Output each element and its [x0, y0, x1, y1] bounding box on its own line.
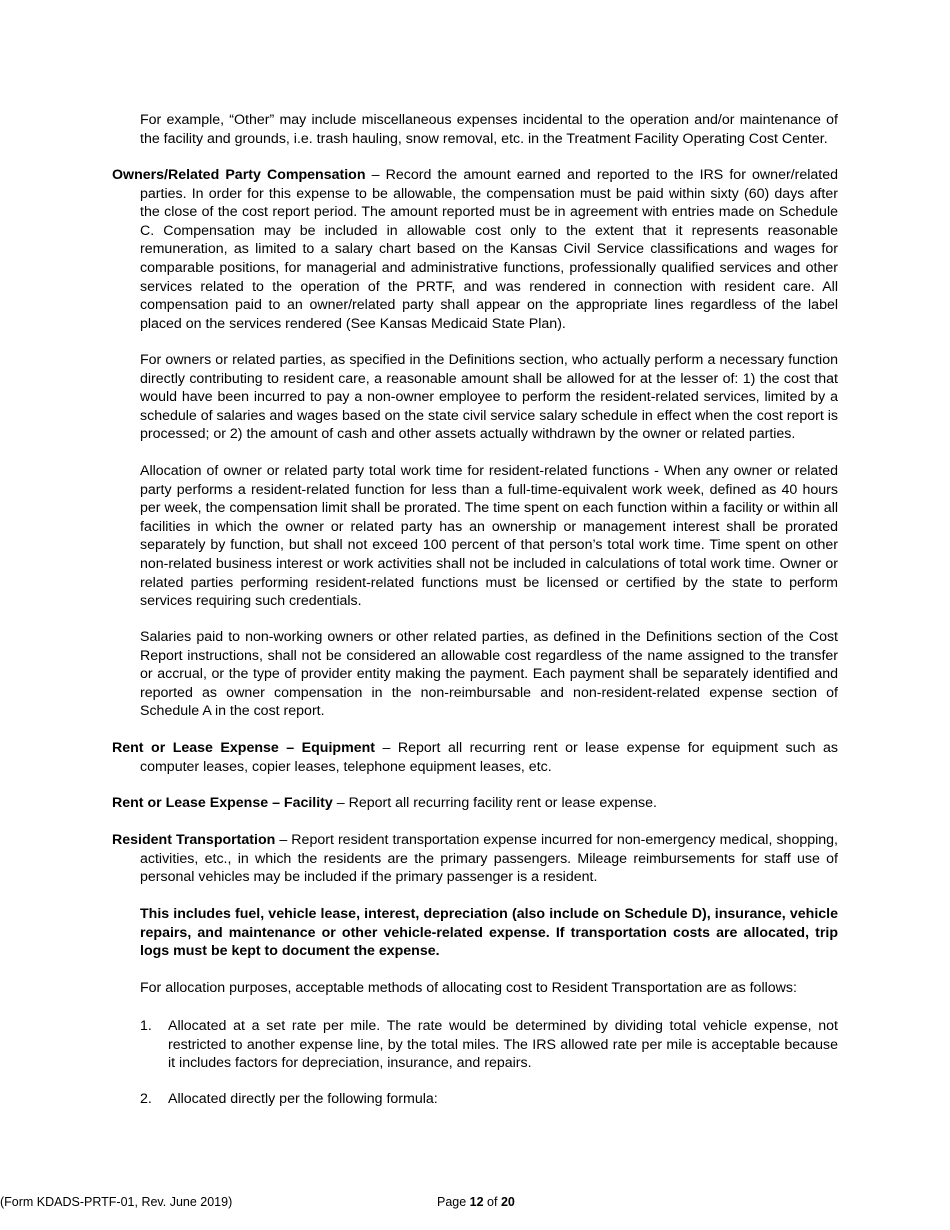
list-item-text: Allocated at a set rate per mile. The rate would be determined by dividing total vehicle expense, not restricted to another expense line, by the total miles. The IRS allowed rate per mile is acceptable because it includes factors for depreciation, insurance, and repairs. [168, 1018, 838, 1072]
equipment-lease-heading: Rent or Lease Expense – Equipment [112, 740, 375, 756]
owners-compensation-paragraph [112, 166, 838, 333]
facility-lease-text: – Report all recurring facility rent or lease expense. [332, 795, 657, 811]
total-pages: 20 [500, 1195, 515, 1209]
list-item-number: 2. [140, 1091, 152, 1107]
footer-page-number [437, 1195, 515, 1209]
facility-lease-paragraph [112, 794, 838, 813]
resident-transportation-text: – Report resident transportation expense incurred for non-emergency medical, shopping, activities, etc., in which the residents are the primary passengers. Mileage reimbursements for staff use of personal vehicles may be included if the primary passenger is a resident. [140, 832, 838, 886]
non-working-owners-paragraph: Salaries paid to non-working owners or other related parties, as defined in the Definitions section of the Cost Report instructions, shall not be considered an allowable cost regardless of the name assigned to the transfer or accrual, or the type of provider entity making the payment. Each payment shall be separately identified and reported as owner compensation in the non-reimbursable and non-resident-related expense section of Schedule A in the cost report. [140, 629, 838, 720]
list-item-text: Allocated directly per the following formula: [168, 1091, 438, 1107]
allocation-methods-intro: For allocation purposes, acceptable methods of allocating cost to Resident Transportation are as follows: [140, 980, 797, 996]
footer-form-id: (Form KDADS-PRTF-01, Rev. June 2019) [0, 1195, 233, 1209]
facility-lease-heading: Rent or Lease Expense – Facility [112, 795, 333, 811]
current-page: 12 [469, 1195, 484, 1209]
owners-resident-care-paragraph: For owners or related parties, as specified in the Definitions section, who actually perform a necessary function directly contributing to resident care, a reasonable amount shall be allowed for at the lesser of: 1) the cost that would have been incurred to pay a non-owner employee to perform the resident-related services, limited by a schedule of salaries and wages based on the state civil service salary schedule in effect when the cost report is processed; or 2) the amount of cash and other assets actually withdrawn by the owner or related parties. [140, 352, 838, 443]
owners-compensation-text: – Record the amount earned and reported to the IRS for owner/related parties. In order for this expense to be allowable, the compensation must be paid within sixty (60) days after the close of the cost report period. The amount reported must be in agreement with entries made on Schedule C. Compensation may be included in allowable cost only to the extent that it represents reasonable remuneration, as limited to a salary chart based on the Kansas Civil Service classifications and wages for comparable positions, for managerial and administrative functions, professionally qualified services and other services related to the operation of the PRTF, and was rendered in connection with resident care. All compensation paid to an owner/related party shall appear on the appropriate lines regardless of the label placed on the services rendered (See Kansas Medicaid State Plan). [140, 167, 839, 332]
owners-work-time-paragraph: Allocation of owner or related party total work time for resident-related functions - When any owner or related party performs a resident-related function for less than a full-time-equivalent work week, defined as 40 hours per week, the compensation limit shall be prorated. The time spent on each function within a facility or within all facilities in which the owner or related party has an ownership or management interest shall be prorated separately by function, but shall not exceed 100 percent of that person’s total work time. Time spent on other non-related business interest or work activities shall not be included in calculations of total work time. Owner or related parties performing resident-related functions must be licensed or certified by the state to perform services requiring such credentials. [140, 463, 838, 610]
of-label: of [483, 1195, 501, 1209]
resident-transportation-paragraph [112, 831, 838, 887]
other-example-paragraph: For example, “Other” may include miscellaneous expenses incidental to the operation and/or maintenance of the facility and grounds, i.e. trash hauling, snow removal, etc. in the Treatment Facility Operating Cost Center. [140, 112, 838, 147]
equipment-lease-paragraph [112, 739, 838, 776]
equipment-lease-text: – Report all recurring rent or lease expense for equipment such as computer leases, copier leases, telephone equipment leases, etc. [140, 740, 838, 775]
page-label: Page [437, 1195, 470, 1209]
list-item [140, 1017, 838, 1073]
transportation-includes-paragraph: This includes fuel, vehicle lease, interest, depreciation (also include on Schedule D), insurance, vehicle repairs, and maintenance or other vehicle-related expense. If transportation costs are allocated, trip logs must be kept to document the expense. [140, 906, 838, 960]
owners-compensation-heading: Owners/Related Party Compensation [112, 167, 366, 183]
resident-transportation-heading: Resident Transportation [112, 832, 276, 848]
list-item-number: 1. [140, 1018, 152, 1034]
list-item [140, 1090, 838, 1109]
